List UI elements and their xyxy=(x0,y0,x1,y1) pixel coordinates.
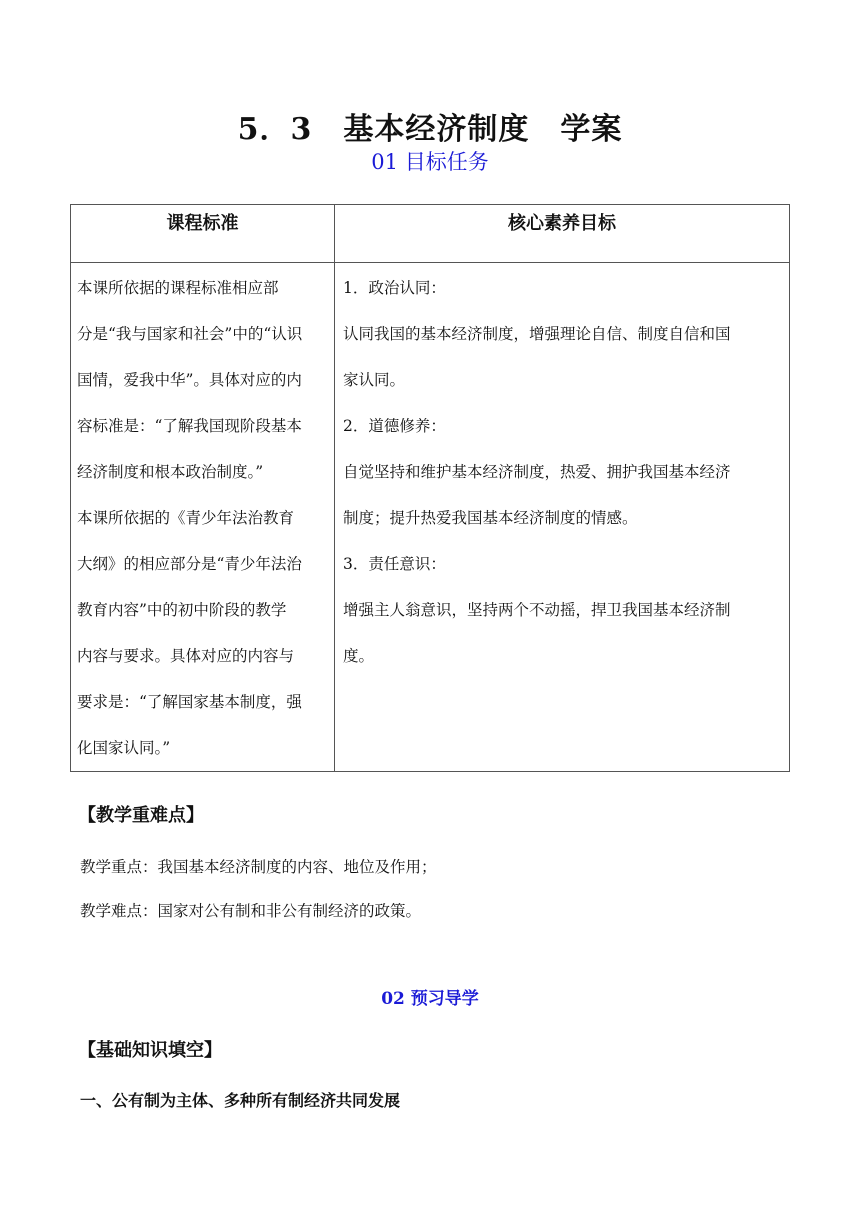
fill-blanks-heading: 【基础知识填空】 xyxy=(78,1040,222,1061)
curriculum-line: 国情，爱我中华”。具体对应的内 xyxy=(77,371,302,389)
curriculum-line: 大纲》的相应部分是“青少年法治 xyxy=(77,555,302,573)
curriculum-line: 化国家认同。” xyxy=(77,739,171,757)
section-one-heading: 一、公有制为主体、多种所有制经济共同发展 xyxy=(80,1091,401,1110)
curriculum-line: 经济制度和根本政治制度。” xyxy=(77,463,264,481)
curriculum-line: 本课所依据的课程标准相应部 xyxy=(77,279,279,297)
curriculum-standard-header: 课程标准 xyxy=(71,205,335,263)
section-preview-heading: 02 预习导学 xyxy=(381,989,479,1009)
curriculum-line: 分是“我与国家和社会”中的“认识 xyxy=(77,325,303,343)
core-literacy-cell xyxy=(335,263,790,772)
curriculum-line: 教育内容”中的初中阶段的教学 xyxy=(77,601,287,619)
literacy-line: 认同我国的基本经济制度，增强理论自信、制度自信和国 xyxy=(343,325,731,343)
section-objectives-heading: 01 目标任务 xyxy=(371,150,489,174)
literacy-line: 制度；提升热爱我国基本经济制度的情感。 xyxy=(343,509,638,527)
curriculum-line: 要求是：“了解国家基本制度，强 xyxy=(77,693,302,711)
literacy-line: 2．道德修养： xyxy=(343,417,446,435)
literacy-line: 自觉坚持和维护基本经济制度，热爱、拥护我国基本经济 xyxy=(343,463,731,481)
curriculum-standard-cell xyxy=(71,263,335,772)
core-literacy-header: 核心素养目标 xyxy=(335,205,790,263)
key-points-heading: 【教学重难点】 xyxy=(78,805,204,826)
goals-table-header-row xyxy=(71,205,790,263)
goals-table-body-row xyxy=(71,263,790,772)
literacy-line: 1．政治认同： xyxy=(343,279,446,297)
curriculum-line: 本课所依据的《青少年法治教育 xyxy=(77,509,295,527)
literacy-line: 家认同。 xyxy=(343,371,406,389)
curriculum-line: 容标准是：“了解我国现阶段基本 xyxy=(77,417,302,435)
literacy-line: 3．责任意识： xyxy=(343,555,446,573)
goals-table xyxy=(70,204,790,772)
literacy-line: 度。 xyxy=(343,647,375,665)
teaching-focus: 教学重点：我国基本经济制度的内容、地位及作用； xyxy=(80,858,437,876)
teaching-difficulty: 教学难点：国家对公有制和非公有制经济的政策。 xyxy=(80,902,422,920)
page-title: 5．3 基本经济制度 学案 xyxy=(237,112,623,147)
literacy-line: 增强主人翁意识，坚持两个不动摇，捍卫我国基本经济制 xyxy=(343,601,731,619)
curriculum-line: 内容与要求。具体对应的内容与 xyxy=(77,647,295,665)
